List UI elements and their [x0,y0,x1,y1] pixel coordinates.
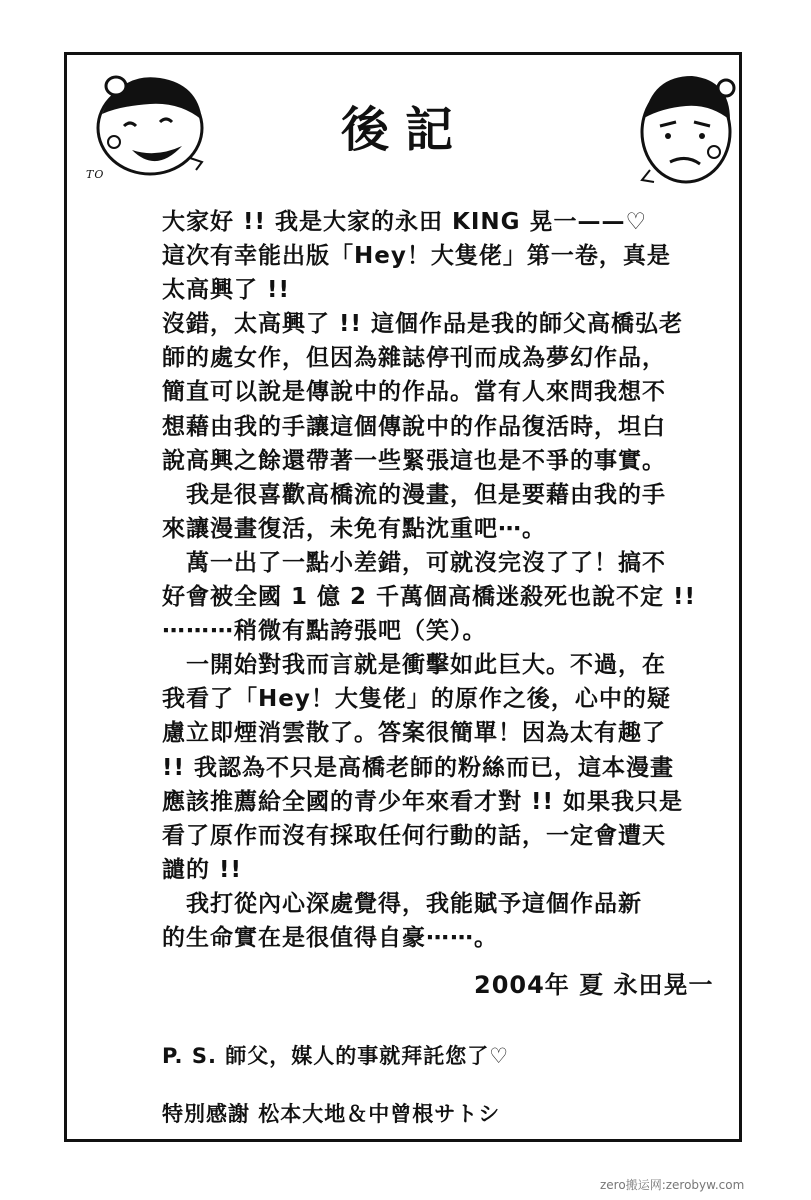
site-watermark: zero搬运网:zerobyw.com [600,1178,745,1192]
body-line: 看了原作而沒有採取任何行動的話，一定會遭天 [162,822,666,849]
body-line: !! 我認為不只是高橋老師的粉絲而已，這本漫畫 [162,754,674,781]
body-line: 太高興了 !! [162,277,290,304]
body-line: 一開始對我而言就是衝擊如此巨大。不過，在 [162,652,666,679]
body-line: 我看了「Hey！大隻佬」的原作之後，心中的疑 [162,686,671,713]
afterword-body [162,205,702,955]
body-line: 來讓漫畫復活，未免有點沈重吧⋯。 [162,515,546,542]
body-line: 我是很喜歡高橋流的漫畫，但是要藉由我的手 [162,481,666,508]
body-line: 譴的 !! [162,856,242,883]
body-line: 師的處女作，但因為雜誌停刊而成為夢幻作品， [162,345,666,372]
body-line: 這次有幸能出版「Hey！大隻佬」第一卷，真是 [162,243,671,270]
body-line: 我打從內心深處覺得，我能賦予這個作品新 [162,890,642,917]
body-line: 應該推薦給全國的青少年來看才對 !! 如果我只是 [162,788,683,815]
page-title: 後記 [340,102,469,158]
body-line: 好會被全國 1 億 2 千萬個高橋迷殺死也說不定 !! [162,584,697,611]
body-line: 想藉由我的手讓這個傳說中的作品復活時，坦白 [162,413,666,440]
body-line: 萬一出了一點小差錯，可就沒完沒了了！搞不 [162,549,666,576]
body-line: 大家好 !! 我是大家的永田 KING 晃一——♡ [162,209,648,235]
body-line: 的生命實在是很值得自豪⋯⋯。 [162,924,498,951]
body-line: ⋯⋯⋯稍微有點誇張吧（笑）。 [162,618,487,645]
special-thanks: 特別感謝 松本大地＆中曾根サトシ [162,1102,501,1126]
grumpy-face-icon [630,62,740,192]
signature-line: 2004年 夏 永田晃一 [474,971,714,999]
body-line: 簡直可以說是傳說中的作品。當有人來問我想不 [162,379,666,406]
body-line: 慮立即煙消雲散了。答案很簡單！因為太有趣了 [162,720,666,747]
smiling-face-icon [80,62,220,182]
body-line: 說高興之餘還帶著一些緊張這也是不爭的事實。 [162,447,666,474]
postscript: P. S. 師父，媒人的事就拜託您了♡ [162,1044,510,1068]
author-scribble: TO [86,168,105,181]
body-line: 沒錯，太高興了 !! 這個作品是我的師父高橋弘老 [162,311,683,338]
